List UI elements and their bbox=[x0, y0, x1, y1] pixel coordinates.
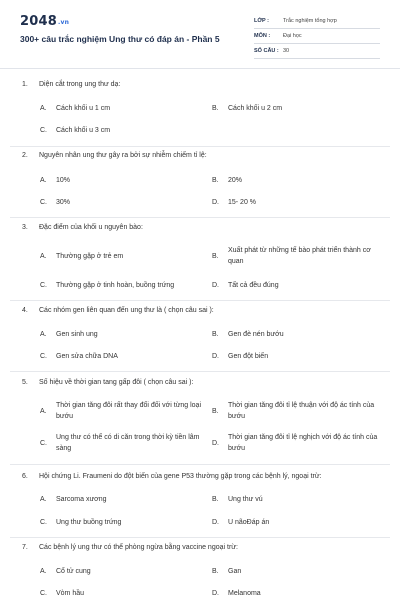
question-stem: Diện cắt trong ung thư dạ: bbox=[39, 81, 121, 88]
option-text: Gan bbox=[228, 568, 242, 575]
option-b[interactable] bbox=[212, 175, 242, 186]
option-text: 20% bbox=[228, 177, 243, 184]
page-title: 300+ câu trắc nghiệm Ung thư có đáp án - Phần 5 bbox=[20, 34, 220, 44]
question-divider bbox=[10, 464, 390, 465]
logo-tld: .vn bbox=[57, 19, 70, 26]
option-text: Cổ tử cung bbox=[56, 568, 91, 575]
question-stem: Nguyên nhân ung thư gây ra bởi sự nhiễm chiếm tỉ lệ: bbox=[39, 152, 207, 159]
meta-key: MÔN : bbox=[254, 33, 271, 39]
option-letter: C. bbox=[40, 353, 47, 360]
question-divider bbox=[10, 146, 390, 147]
option-letter: D. bbox=[212, 353, 219, 360]
header-divider bbox=[0, 68, 400, 69]
option-letter: A. bbox=[40, 105, 47, 112]
option-text: Sarcoma xương bbox=[56, 496, 107, 503]
question-divider bbox=[10, 537, 390, 538]
option-letter: A. bbox=[40, 253, 47, 260]
question-text bbox=[22, 307, 214, 314]
option-letter: A. bbox=[40, 568, 47, 575]
option-a[interactable] bbox=[40, 329, 98, 340]
meta-value: Trắc nghiệm tổng hợp bbox=[283, 18, 337, 24]
option-text: Thời gian tăng đôi rất thay đổi đối với từng loại bướu bbox=[56, 402, 202, 420]
option-letter: C. bbox=[40, 519, 47, 526]
question-stem: Các bệnh lý ung thư có thể phòng ngừa bằng vaccine ngoại trừ: bbox=[39, 544, 238, 551]
option-letter: C. bbox=[40, 282, 47, 289]
option-text: Cách khối u 1 cm bbox=[56, 105, 111, 112]
option-letter: B. bbox=[212, 496, 219, 503]
option-a[interactable] bbox=[40, 103, 110, 114]
question-text bbox=[22, 81, 120, 88]
option-c[interactable] bbox=[40, 125, 110, 136]
option-text: Ung thư vú bbox=[228, 496, 263, 503]
option-a[interactable] bbox=[40, 251, 123, 262]
meta-row-count bbox=[254, 44, 380, 59]
option-letter: B. bbox=[212, 177, 219, 184]
option-b[interactable] bbox=[212, 400, 382, 422]
option-d[interactable] bbox=[212, 588, 261, 599]
meta-value: Đại học bbox=[283, 33, 302, 39]
option-text: Ung thư có thể có di căn trong thời kỳ tiền lâm sàng bbox=[56, 434, 200, 452]
option-text: Thời gian tăng đôi tỉ lệ nghịch với độ ác tính của bướu bbox=[228, 434, 378, 452]
option-b[interactable] bbox=[212, 566, 241, 577]
option-d[interactable] bbox=[212, 351, 268, 362]
option-letter: A. bbox=[40, 496, 47, 503]
option-b[interactable] bbox=[212, 494, 263, 505]
option-c[interactable] bbox=[40, 280, 174, 291]
option-b[interactable] bbox=[212, 329, 284, 340]
option-letter: A. bbox=[40, 407, 47, 415]
question-number: 2. bbox=[22, 152, 28, 159]
option-letter: B. bbox=[212, 252, 219, 260]
option-letter: B. bbox=[212, 105, 219, 112]
question-text bbox=[22, 152, 207, 159]
option-letter: D. bbox=[212, 519, 219, 526]
question-number: 5. bbox=[22, 379, 28, 386]
option-text: U nãoĐáp án bbox=[228, 519, 270, 526]
option-d[interactable] bbox=[212, 197, 256, 208]
meta-key: SỐ CÂU : bbox=[254, 48, 279, 54]
option-text: Gen sinh ung bbox=[56, 331, 98, 338]
option-d[interactable] bbox=[212, 517, 269, 528]
option-text: Gen đột biến bbox=[228, 353, 269, 360]
option-letter: C. bbox=[40, 199, 47, 206]
option-text: Thời gian tăng đôi tỉ lệ thuận với độ ác tính của bướu bbox=[228, 402, 375, 420]
option-c[interactable] bbox=[40, 517, 121, 528]
question-stem: Hội chứng Li. Fraumeni do đột biến của gene P53 thường gặp trong các bệnh lý, ngoại trừ: bbox=[39, 473, 322, 480]
meta-key: LỚP : bbox=[254, 18, 269, 24]
option-letter: C. bbox=[40, 439, 47, 447]
option-text: Gen sửa chữa DNA bbox=[56, 353, 118, 360]
option-b[interactable] bbox=[212, 103, 282, 114]
option-letter: D. bbox=[212, 439, 219, 447]
option-text: Cách khối u 3 cm bbox=[56, 127, 111, 134]
option-text: 30% bbox=[56, 199, 71, 206]
question-stem: Các nhóm gen liên quan đến ung thư là ( chọn câu sai ): bbox=[39, 307, 214, 314]
option-text: Tất cả đều đúng bbox=[228, 282, 279, 289]
option-letter: B. bbox=[212, 407, 219, 415]
option-c[interactable] bbox=[40, 197, 70, 208]
option-letter: D. bbox=[212, 590, 219, 597]
question-number: 1. bbox=[22, 81, 28, 88]
option-letter: D. bbox=[212, 199, 219, 206]
question-stem: Số hiệu về thời gian tang gấp đôi ( chọn câu sai ): bbox=[39, 379, 194, 386]
option-d[interactable] bbox=[212, 432, 382, 454]
option-letter: A. bbox=[40, 177, 47, 184]
option-text: Vòm hầu bbox=[56, 590, 85, 597]
question-stem: Đặc điểm của khối u nguyên bào: bbox=[39, 224, 143, 231]
option-text: Xuất phát từ những tế bào phát triển thành cơ quan bbox=[228, 247, 371, 265]
option-a[interactable] bbox=[40, 494, 107, 505]
question-divider bbox=[10, 300, 390, 301]
option-d[interactable] bbox=[212, 280, 279, 291]
option-a[interactable] bbox=[40, 175, 70, 186]
option-letter: B. bbox=[212, 568, 219, 575]
option-letter: B. bbox=[212, 331, 219, 338]
option-text: Thường gặp ở tinh hoàn, buồng trứng bbox=[56, 282, 175, 289]
meta-row-subject bbox=[254, 29, 380, 44]
option-letter: C. bbox=[40, 590, 47, 597]
option-letter: A. bbox=[40, 331, 47, 338]
option-text: Cách khối u 2 cm bbox=[228, 105, 283, 112]
option-text: 10% bbox=[56, 177, 71, 184]
option-text: Melanoma bbox=[228, 590, 261, 597]
option-a[interactable] bbox=[40, 400, 205, 422]
question-text bbox=[22, 544, 238, 551]
option-text: 15- 20 % bbox=[228, 199, 257, 206]
option-c[interactable] bbox=[40, 588, 84, 599]
logo-text: 2048 bbox=[20, 14, 57, 29]
option-text: Gen đè nén bướu bbox=[228, 331, 284, 338]
question-divider bbox=[10, 371, 390, 372]
meta-row-class bbox=[254, 14, 380, 29]
option-a[interactable] bbox=[40, 566, 91, 577]
question-text bbox=[22, 224, 143, 231]
option-letter: C. bbox=[40, 127, 47, 134]
question-number: 6. bbox=[22, 473, 28, 480]
option-letter: D. bbox=[212, 282, 219, 289]
question-text bbox=[22, 379, 193, 386]
document-meta bbox=[254, 14, 380, 59]
question-divider bbox=[10, 217, 390, 218]
option-b[interactable] bbox=[212, 245, 382, 267]
question-number: 4. bbox=[22, 307, 28, 314]
question-number: 7. bbox=[22, 544, 28, 551]
question-text bbox=[22, 473, 322, 480]
site-logo[interactable] bbox=[20, 14, 69, 29]
option-text: Thường gặp ở trẻ em bbox=[56, 253, 124, 260]
question-number: 3. bbox=[22, 224, 28, 231]
meta-value: 30 bbox=[283, 48, 290, 54]
document-header bbox=[0, 0, 400, 72]
option-c[interactable] bbox=[40, 432, 205, 454]
option-text: Ung thư buồng trứng bbox=[56, 519, 122, 526]
option-c[interactable] bbox=[40, 351, 118, 362]
